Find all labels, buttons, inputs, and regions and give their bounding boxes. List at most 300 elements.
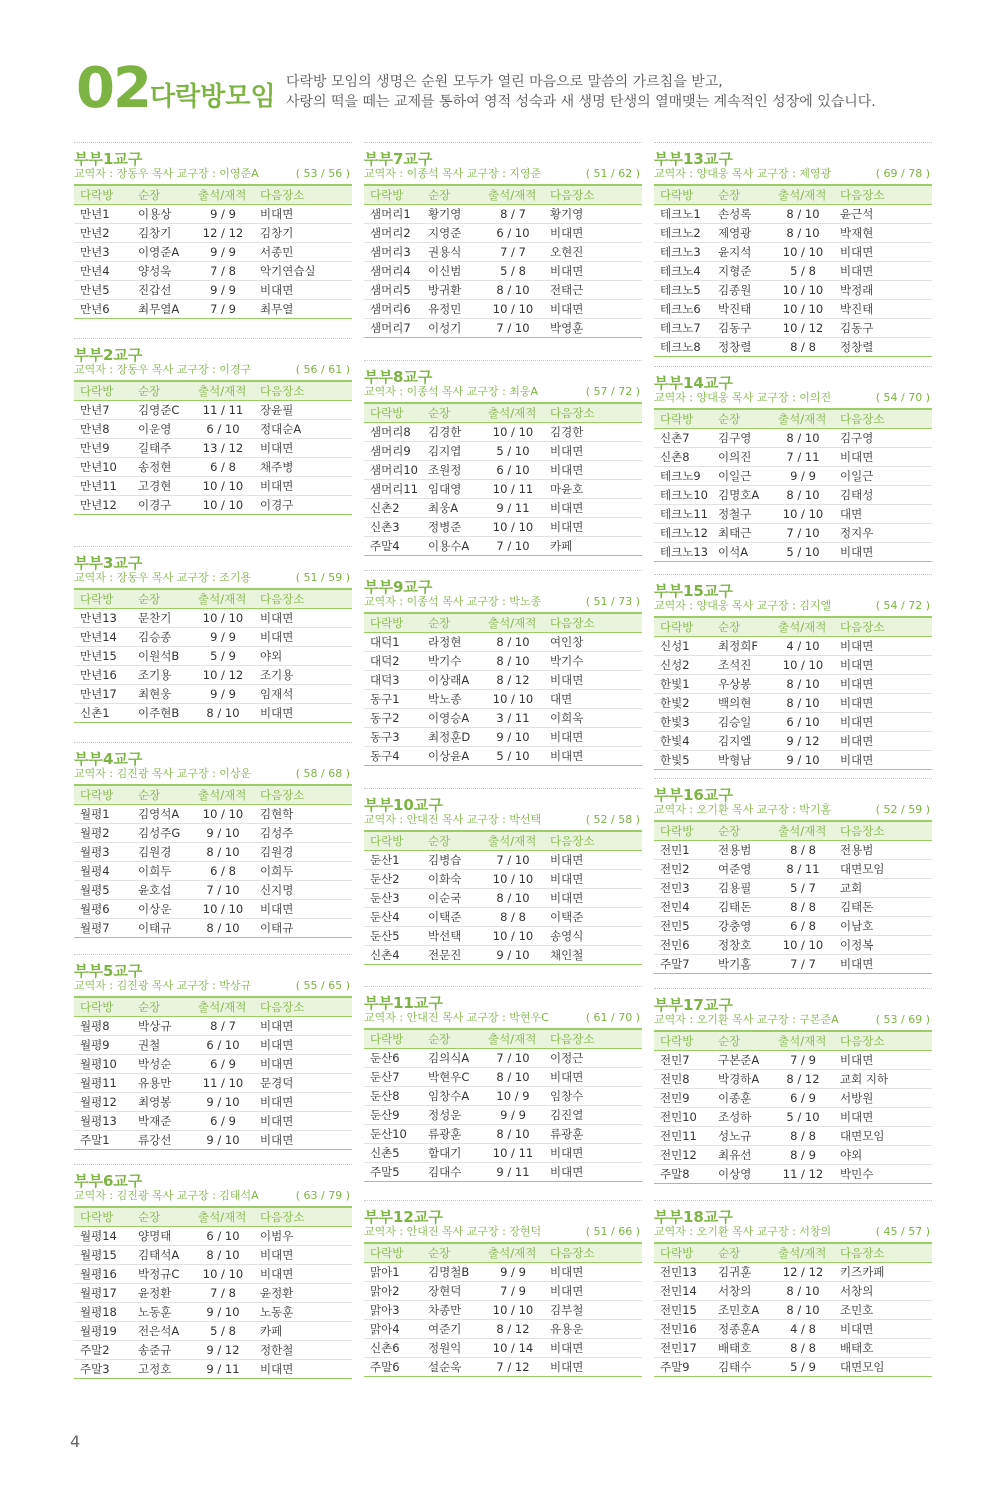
cell-room: 테크노7: [654, 318, 712, 337]
table-row: [74, 703, 352, 722]
district-leaders: 교역자 : 이종석 목사 교구장 : 지영준: [364, 167, 542, 180]
cell-next-place: 이택준: [544, 907, 642, 926]
cell-room: 둔산10: [364, 1124, 422, 1143]
cell-next-place: 비대면: [254, 1111, 352, 1130]
table-row: [74, 1073, 352, 1092]
table-row: [74, 223, 352, 242]
cell-leader: 라정현: [422, 632, 482, 651]
cell-attendance: 8 / 10: [772, 1300, 834, 1319]
table-row: [654, 1088, 932, 1107]
column-header-attendance: 출석/재적: [772, 1031, 834, 1050]
cell-attendance: 10 / 10: [772, 280, 834, 299]
cell-next-place: 유용운: [544, 1319, 642, 1338]
cell-attendance: 7 / 9: [482, 1281, 544, 1300]
table-row: [364, 536, 642, 555]
district-leaders: 교역자 : 이종석 목사 교구장 : 박노종: [364, 595, 542, 608]
cell-leader: 이용수A: [422, 536, 482, 555]
cell-leader: 김대수: [422, 1162, 482, 1181]
cell-next-place: 교회: [834, 878, 932, 897]
table-row: [364, 223, 642, 242]
table-row: [74, 1321, 352, 1340]
cell-attendance: 9 / 12: [192, 1340, 254, 1359]
district-table: [364, 184, 642, 338]
district-info: [74, 570, 352, 588]
cell-next-place: 비대면: [544, 1143, 642, 1162]
cell-room: 샘머리5: [364, 280, 422, 299]
cell-attendance: 6 / 9: [192, 1111, 254, 1130]
cell-leader: 여준영: [712, 859, 772, 878]
cell-room: 동구1: [364, 689, 422, 708]
cell-attendance: 3 / 11: [482, 708, 544, 727]
cell-next-place: 비대면: [834, 1050, 932, 1069]
cell-attendance: 7 / 10: [192, 880, 254, 899]
cell-attendance: 8 / 10: [192, 918, 254, 937]
cell-room: 동구2: [364, 708, 422, 727]
cell-room: 테크노1: [654, 204, 712, 223]
cell-next-place: 이희두: [254, 861, 352, 880]
cell-next-place: 서종민: [254, 242, 352, 261]
cell-next-place: 비대면: [544, 850, 642, 869]
column-header-attendance: 출석/재적: [772, 617, 834, 636]
column-header-leader: 순장: [712, 185, 772, 204]
district-leaders: 교역자 : 양대웅 목사 교구장 : 제영광: [654, 167, 832, 180]
cell-room: 한빛2: [654, 693, 712, 712]
cell-room: 월평5: [74, 880, 132, 899]
cell-leader: 류광훈: [422, 1124, 482, 1143]
table-header-row: [364, 831, 642, 850]
cell-attendance: 6 / 10: [772, 712, 834, 731]
district-title: 부부17교구: [654, 988, 932, 1010]
cell-leader: 박노종: [422, 689, 482, 708]
cell-attendance: 10 / 9: [482, 1086, 544, 1105]
cell-leader: 임대영: [422, 479, 482, 498]
cell-attendance: 9 / 11: [482, 498, 544, 517]
table-row: [74, 419, 352, 438]
column-header-attendance: 출석/재적: [772, 1243, 834, 1262]
cell-leader: 박진태: [712, 299, 772, 318]
cell-next-place: 비대면: [544, 888, 642, 907]
cell-leader: 전문진: [422, 945, 482, 964]
cell-attendance: 9 / 9: [192, 684, 254, 703]
cell-room: 월평12: [74, 1092, 132, 1111]
cell-next-place: 비대면: [544, 460, 642, 479]
cell-room: 둔산4: [364, 907, 422, 926]
cell-next-place: 임재석: [254, 684, 352, 703]
table-row: [654, 1126, 932, 1145]
district-leaders: 교역자 : 장동우 목사 교구장 : 조기용: [74, 571, 252, 584]
table-row: [364, 441, 642, 460]
table-row: [74, 861, 352, 880]
cell-next-place: 김태돈: [834, 897, 932, 916]
cell-room: 전민15: [654, 1300, 712, 1319]
description-line-2: 사랑의 떡을 떼는 교제를 통하여 영적 성숙과 새 생명 탄생의 열매맺는 계속적인 성장에 있습니다.: [286, 94, 876, 110]
cell-room: 월평1: [74, 804, 132, 823]
cell-leader: 조기용: [132, 665, 192, 684]
cell-next-place: 비대면: [544, 517, 642, 536]
attendance-total: ( 51 / 73 ): [585, 595, 640, 608]
table-row: [74, 1340, 352, 1359]
cell-leader: 노동훈: [132, 1302, 192, 1321]
table-row: [364, 727, 642, 746]
table-header-row: [654, 409, 932, 428]
cell-attendance: 8 / 12: [482, 1319, 544, 1338]
cell-leader: 이순국: [422, 888, 482, 907]
district-info: [74, 166, 352, 184]
cell-attendance: 8 / 8: [772, 337, 834, 356]
table-row: [74, 627, 352, 646]
cell-next-place: 비대면: [544, 1357, 642, 1376]
table-row: [364, 261, 642, 280]
table-header-row: [364, 403, 642, 422]
cell-leader: 김용필: [712, 878, 772, 897]
cell-next-place: 정대순A: [254, 419, 352, 438]
cell-next-place: 비대면: [544, 727, 642, 746]
cell-room: 테크노8: [654, 337, 712, 356]
district-info: [364, 384, 642, 402]
column-header-room: 다락방: [654, 617, 712, 636]
table-row: [74, 1226, 352, 1245]
column-header-leader: 순장: [422, 1029, 482, 1048]
column-header-leader: 순장: [132, 1207, 192, 1226]
district-table: [74, 184, 352, 319]
cell-attendance: 7 / 8: [192, 261, 254, 280]
cell-attendance: 10 / 10: [772, 655, 834, 674]
cell-room: 대덕1: [364, 632, 422, 651]
cell-attendance: 9 / 9: [482, 1262, 544, 1281]
cell-room: 테크노12: [654, 523, 712, 542]
cell-attendance: 7 / 10: [482, 318, 544, 337]
table-header-row: [654, 1243, 932, 1262]
cell-room: 주말2: [74, 1340, 132, 1359]
district-group: [654, 988, 932, 1184]
cell-room: 만년4: [74, 261, 132, 280]
table-header-row: [74, 589, 352, 608]
table-row: [654, 242, 932, 261]
cell-attendance: 12 / 12: [772, 1262, 834, 1281]
cell-leader: 송정현: [132, 457, 192, 476]
table-row: [364, 945, 642, 964]
column-header-next-place: 다음장소: [544, 403, 642, 422]
cell-leader: 박기수: [422, 651, 482, 670]
cell-room: 주말6: [364, 1357, 422, 1376]
cell-next-place: 채주병: [254, 457, 352, 476]
cell-room: 전민17: [654, 1338, 712, 1357]
cell-room: 월평13: [74, 1111, 132, 1130]
table-row: [654, 1281, 932, 1300]
column-header-room: 다락방: [364, 831, 422, 850]
cell-leader: 최현웅: [132, 684, 192, 703]
column-header-room: 다락방: [364, 1243, 422, 1262]
cell-attendance: 7 / 11: [772, 447, 834, 466]
table-row: [364, 1105, 642, 1124]
cell-room: 테크노9: [654, 466, 712, 485]
cell-room: 한빛1: [654, 674, 712, 693]
cell-next-place: 김경한: [544, 422, 642, 441]
cell-next-place: 김원경: [254, 842, 352, 861]
cell-leader: 김명호A: [712, 485, 772, 504]
cell-room: 주말1: [74, 1130, 132, 1149]
column-header-room: 다락방: [74, 785, 132, 804]
column-header-attendance: 출석/재적: [772, 185, 834, 204]
column-header-attendance: 출석/재적: [772, 409, 834, 428]
district-leaders: 교역자 : 안대진 목사 교구장 : 박현우C: [364, 1011, 549, 1024]
district-group: [654, 778, 932, 974]
cell-next-place: 비대면: [834, 542, 932, 561]
cell-next-place: 비대면: [254, 438, 352, 457]
table-row: [654, 318, 932, 337]
district-info: [364, 812, 642, 830]
column-header-next-place: 다음장소: [254, 185, 352, 204]
column-header-next-place: 다음장소: [544, 831, 642, 850]
table-row: [654, 466, 932, 485]
district-title: 부부9교구: [364, 570, 642, 592]
cell-leader: 최웅A: [422, 498, 482, 517]
cell-room: 테크노3: [654, 242, 712, 261]
cell-attendance: 7 / 9: [192, 299, 254, 318]
table-row: [74, 1092, 352, 1111]
cell-leader: 윤정환: [132, 1283, 192, 1302]
cell-leader: 정원익: [422, 1338, 482, 1357]
table-row: [364, 280, 642, 299]
district-table: [364, 1242, 642, 1377]
column-header-room: 다락방: [74, 381, 132, 400]
table-row: [74, 1035, 352, 1054]
cell-room: 월평15: [74, 1245, 132, 1264]
attendance-total: ( 54 / 70 ): [875, 391, 930, 404]
table-row: [364, 1262, 642, 1281]
cell-attendance: 9 / 9: [482, 1105, 544, 1124]
cell-room: 월평18: [74, 1302, 132, 1321]
district-table: [364, 830, 642, 965]
column-header-attendance: 출석/재적: [482, 185, 544, 204]
district-group: [74, 954, 352, 1150]
cell-leader: 김태돈: [712, 897, 772, 916]
table-row: [74, 400, 352, 419]
table-row: [74, 1016, 352, 1035]
cell-leader: 지형준: [712, 261, 772, 280]
cell-attendance: 8 / 10: [482, 1124, 544, 1143]
cell-next-place: 비대면: [254, 627, 352, 646]
cell-next-place: 조민호: [834, 1300, 932, 1319]
cell-room: 만년6: [74, 299, 132, 318]
cell-room: 한빛4: [654, 731, 712, 750]
cell-next-place: 비대면: [834, 674, 932, 693]
cell-attendance: 7 / 10: [482, 536, 544, 555]
cell-room: 신촌8: [654, 447, 712, 466]
cell-attendance: 8 / 10: [482, 1067, 544, 1086]
attendance-total: ( 52 / 58 ): [585, 813, 640, 826]
cell-attendance: 8 / 8: [482, 907, 544, 926]
cell-next-place: 신지명: [254, 880, 352, 899]
cell-next-place: 비대면: [254, 204, 352, 223]
cell-room: 샘머리7: [364, 318, 422, 337]
table-header-row: [74, 381, 352, 400]
cell-room: 만년3: [74, 242, 132, 261]
cell-next-place: 전용범: [834, 840, 932, 859]
table-row: [74, 804, 352, 823]
cell-attendance: 9 / 10: [772, 750, 834, 769]
cell-leader: 이택준: [422, 907, 482, 926]
cell-attendance: 9 / 10: [482, 727, 544, 746]
cell-leader: 박선택: [422, 926, 482, 945]
cell-leader: 김의식A: [422, 1048, 482, 1067]
cell-attendance: 7 / 9: [772, 1050, 834, 1069]
cell-leader: 이용상: [132, 204, 192, 223]
table-header-row: [654, 1031, 932, 1050]
table-row: [654, 485, 932, 504]
cell-next-place: 송영식: [544, 926, 642, 945]
cell-attendance: 7 / 8: [192, 1283, 254, 1302]
cell-room: 신촌5: [364, 1143, 422, 1162]
cell-room: 신촌6: [364, 1338, 422, 1357]
table-row: [654, 1145, 932, 1164]
cell-attendance: 9 / 11: [482, 1162, 544, 1181]
cell-room: 전민9: [654, 1088, 712, 1107]
column-header-next-place: 다음장소: [834, 409, 932, 428]
district-title: 부부5교구: [74, 954, 352, 976]
cell-next-place: 배태호: [834, 1338, 932, 1357]
cell-leader: 설순욱: [422, 1357, 482, 1376]
attendance-total: ( 51 / 66 ): [585, 1225, 640, 1238]
cell-next-place: 서창의: [834, 1281, 932, 1300]
district-title: 부부11교구: [364, 986, 642, 1008]
cell-next-place: 비대면: [834, 447, 932, 466]
cell-attendance: 10 / 10: [482, 926, 544, 945]
cell-leader: 여준기: [422, 1319, 482, 1338]
district-info: [654, 166, 932, 184]
cell-attendance: 10 / 10: [192, 804, 254, 823]
cell-room: 전민8: [654, 1069, 712, 1088]
cell-next-place: 교회 지하: [834, 1069, 932, 1088]
cell-attendance: 5 / 8: [482, 261, 544, 280]
cell-next-place: 비대면: [544, 746, 642, 765]
cell-room: 만년17: [74, 684, 132, 703]
cell-room: 테크노10: [654, 485, 712, 504]
column-header-room: 다락방: [364, 403, 422, 422]
cell-next-place: 박기수: [544, 651, 642, 670]
cell-room: 월평2: [74, 823, 132, 842]
cell-leader: 김병습: [422, 850, 482, 869]
table-row: [364, 422, 642, 441]
table-row: [654, 935, 932, 954]
cell-leader: 송준규: [132, 1340, 192, 1359]
cell-next-place: 대면: [834, 504, 932, 523]
cell-room: 주말9: [654, 1357, 712, 1376]
cell-leader: 김구영: [712, 428, 772, 447]
page-number: 4: [70, 1432, 81, 1451]
table-row: [74, 608, 352, 627]
cell-next-place: 비대면: [254, 608, 352, 627]
cell-attendance: 8 / 10: [192, 1245, 254, 1264]
cell-leader: 유용만: [132, 1073, 192, 1092]
cell-room: 월평16: [74, 1264, 132, 1283]
cell-attendance: 8 / 10: [192, 703, 254, 722]
cell-next-place: 장윤필: [254, 400, 352, 419]
cell-attendance: 8 / 12: [482, 670, 544, 689]
cell-leader: 박정규C: [132, 1264, 192, 1283]
table-row: [74, 1264, 352, 1283]
column-header-leader: 순장: [422, 403, 482, 422]
cell-next-place: 키즈카페: [834, 1262, 932, 1281]
cell-next-place: 마윤호: [544, 479, 642, 498]
cell-attendance: 9 / 12: [772, 731, 834, 750]
cell-next-place: 비대면: [254, 1035, 352, 1054]
cell-attendance: 10 / 10: [482, 689, 544, 708]
district-table: [74, 1206, 352, 1379]
column-header-next-place: 다음장소: [834, 1243, 932, 1262]
table-row: [74, 1111, 352, 1130]
table-row: [364, 1300, 642, 1319]
cell-leader: 이종훈: [712, 1088, 772, 1107]
cell-leader: 김지엘: [712, 731, 772, 750]
cell-attendance: 5 / 10: [772, 542, 834, 561]
district-group: [364, 360, 642, 556]
cell-room: 둔산7: [364, 1067, 422, 1086]
cell-next-place: 정지우: [834, 523, 932, 542]
cell-room: 월평4: [74, 861, 132, 880]
cell-next-place: 카페: [544, 536, 642, 555]
cell-attendance: 8 / 7: [482, 204, 544, 223]
cell-attendance: 5 / 9: [772, 1357, 834, 1376]
cell-leader: 최유선: [712, 1145, 772, 1164]
cell-leader: 박경하A: [712, 1069, 772, 1088]
cell-attendance: 8 / 10: [772, 485, 834, 504]
table-row: [74, 1054, 352, 1073]
cell-leader: 우상봉: [712, 674, 772, 693]
table-row: [364, 632, 642, 651]
cell-attendance: 6 / 10: [192, 1035, 254, 1054]
cell-room: 주말8: [654, 1164, 712, 1183]
cell-leader: 고정호: [132, 1359, 192, 1378]
cell-room: 주말3: [74, 1359, 132, 1378]
cell-next-place: 임창수: [544, 1086, 642, 1105]
table-row: [74, 1245, 352, 1264]
cell-room: 전민11: [654, 1126, 712, 1145]
column-header-attendance: 출석/재적: [482, 831, 544, 850]
cell-attendance: 10 / 10: [192, 476, 254, 495]
cell-next-place: 박재현: [834, 223, 932, 242]
cell-room: 신촌7: [654, 428, 712, 447]
cell-attendance: 8 / 9: [772, 1145, 834, 1164]
cell-attendance: 10 / 10: [482, 1300, 544, 1319]
attendance-total: ( 51 / 62 ): [585, 167, 640, 180]
cell-room: 신촌3: [364, 517, 422, 536]
cell-leader: 이신범: [422, 261, 482, 280]
cell-attendance: 10 / 10: [192, 1264, 254, 1283]
cell-next-place: 비대면: [544, 670, 642, 689]
table-row: [654, 674, 932, 693]
cell-attendance: 9 / 10: [192, 1092, 254, 1111]
cell-room: 동구4: [364, 746, 422, 765]
cell-leader: 이영준A: [132, 242, 192, 261]
column-header-next-place: 다음장소: [544, 613, 642, 632]
cell-attendance: 10 / 14: [482, 1338, 544, 1357]
district-title: 부부7교구: [364, 142, 642, 164]
cell-next-place: 비대면: [834, 712, 932, 731]
column-header-room: 다락방: [364, 185, 422, 204]
cell-leader: 문찬기: [132, 608, 192, 627]
cell-leader: 전용범: [712, 840, 772, 859]
cell-next-place: 김현학: [254, 804, 352, 823]
cell-room: 샘머리6: [364, 299, 422, 318]
cell-attendance: 11 / 10: [192, 1073, 254, 1092]
cell-attendance: 6 / 8: [192, 861, 254, 880]
cell-leader: 전은석A: [132, 1321, 192, 1340]
table-row: [74, 242, 352, 261]
cell-next-place: 비대면: [834, 693, 932, 712]
attendance-total: ( 55 / 65 ): [295, 979, 350, 992]
cell-leader: 이의진: [712, 447, 772, 466]
